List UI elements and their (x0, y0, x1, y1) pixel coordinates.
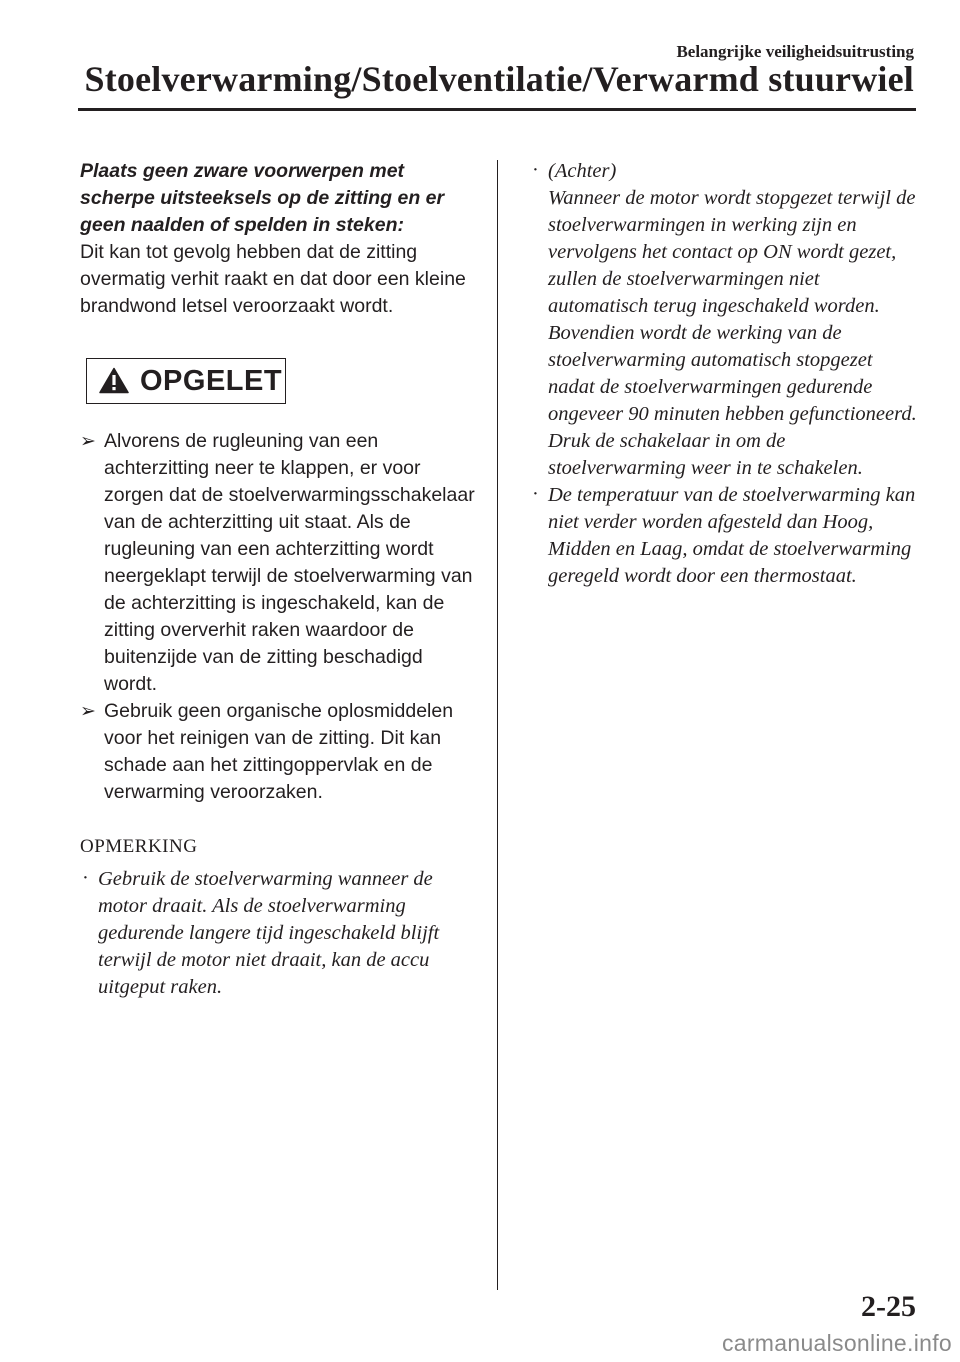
section-title: Belangrijke veiligheidsuitrusting (676, 42, 914, 61)
right-list (530, 158, 920, 590)
dot-bullet-icon: · (82, 867, 89, 889)
left-column (80, 158, 480, 1001)
note-list (80, 866, 480, 1001)
warning-body: Dit kan tot gevolg hebben dat de zitting overmatig verhit raakt en dat door een kleine brandwond letsel veroorzaakt wordt. (80, 241, 466, 317)
right-item-body: Wanneer de motor wordt stopgezet terwijl de stoelverwarmingen in werking zijn en vervolgens het contact op ON wordt gezet, zullen de stoelverwarmingen niet automatisch terug ingeschakeld worden. Bovendien wordt de werking van de stoelverwarming automatisch stopgezet nadat de stoelverwarmingen gedurende ongeveer 90 minuten hebben gefunctioneerd. (548, 187, 917, 425)
arrow-bullet-icon: ➢ (80, 431, 96, 452)
warning-triangle-icon (99, 367, 129, 394)
header-rule (78, 108, 916, 111)
warning-text (80, 158, 480, 320)
dot-bullet-icon: · (532, 483, 539, 505)
caution-list (80, 428, 480, 806)
arrow-bullet-icon: ➢ (80, 701, 96, 722)
note-item (80, 866, 480, 1001)
column-divider (497, 160, 498, 1290)
warning-heading: Plaats geen zware voorwerpen met scherpe uitsteeksels op de zitting en er geen naalden of spelden in steken: (80, 160, 445, 236)
dot-bullet-icon: · (532, 159, 539, 181)
note-item-text: Gebruik de stoelverwarming wanneer de motor draait. Als de stoelverwarming gedurende langere tijd ingeschakeld blijft terwijl de motor niet draait, kan de accu uitgeput raken. (98, 868, 440, 998)
watermark-link[interactable]: carmanualsonline.info (721, 1330, 952, 1356)
caution-item (80, 428, 480, 698)
caution-label: OPGELET (140, 365, 283, 397)
caution-item (80, 698, 480, 806)
caution-item-text: Alvorens de rugleuning van een achterzitting neer te klappen, er voor zorgen dat de stoelverwarmingsschakelaar van de achterzitting uit staat. Als de rugleuning van een achterzitting wordt neergeklapt terwijl de stoelverwarming van de achterzitting is ingeschakeld, kan de zitting oververhit raken waardoor de buitenzijde van de zitting beschadigd wordt. (104, 430, 475, 695)
caution-item-text: Gebruik geen organische oplosmiddelen voor het reinigen van de zitting. Dit kan schade aan het zittingoppervlak en de verwarming veroorzaken. (104, 700, 454, 803)
right-item (530, 482, 920, 590)
right-item-body-2: Druk de schakelaar in om de stoelverwarming weer in te schakelen. (548, 430, 863, 479)
right-column (530, 158, 920, 590)
right-item (530, 158, 920, 482)
caution-box (86, 358, 286, 404)
page-number: 2-25 (861, 1290, 916, 1323)
note-title: OPMERKING (80, 836, 198, 857)
right-item-body: De temperatuur van de stoelverwarming kan niet verder worden afgesteld dan Hoog, Midden en Laag, omdat de stoelverwarming geregeld wordt door een thermostaat. (548, 484, 916, 587)
right-item-heading: (Achter) (548, 160, 617, 182)
page-title: Stoelverwarming/Stoelventilatie/Verwarmd stuurwiel (84, 59, 914, 99)
